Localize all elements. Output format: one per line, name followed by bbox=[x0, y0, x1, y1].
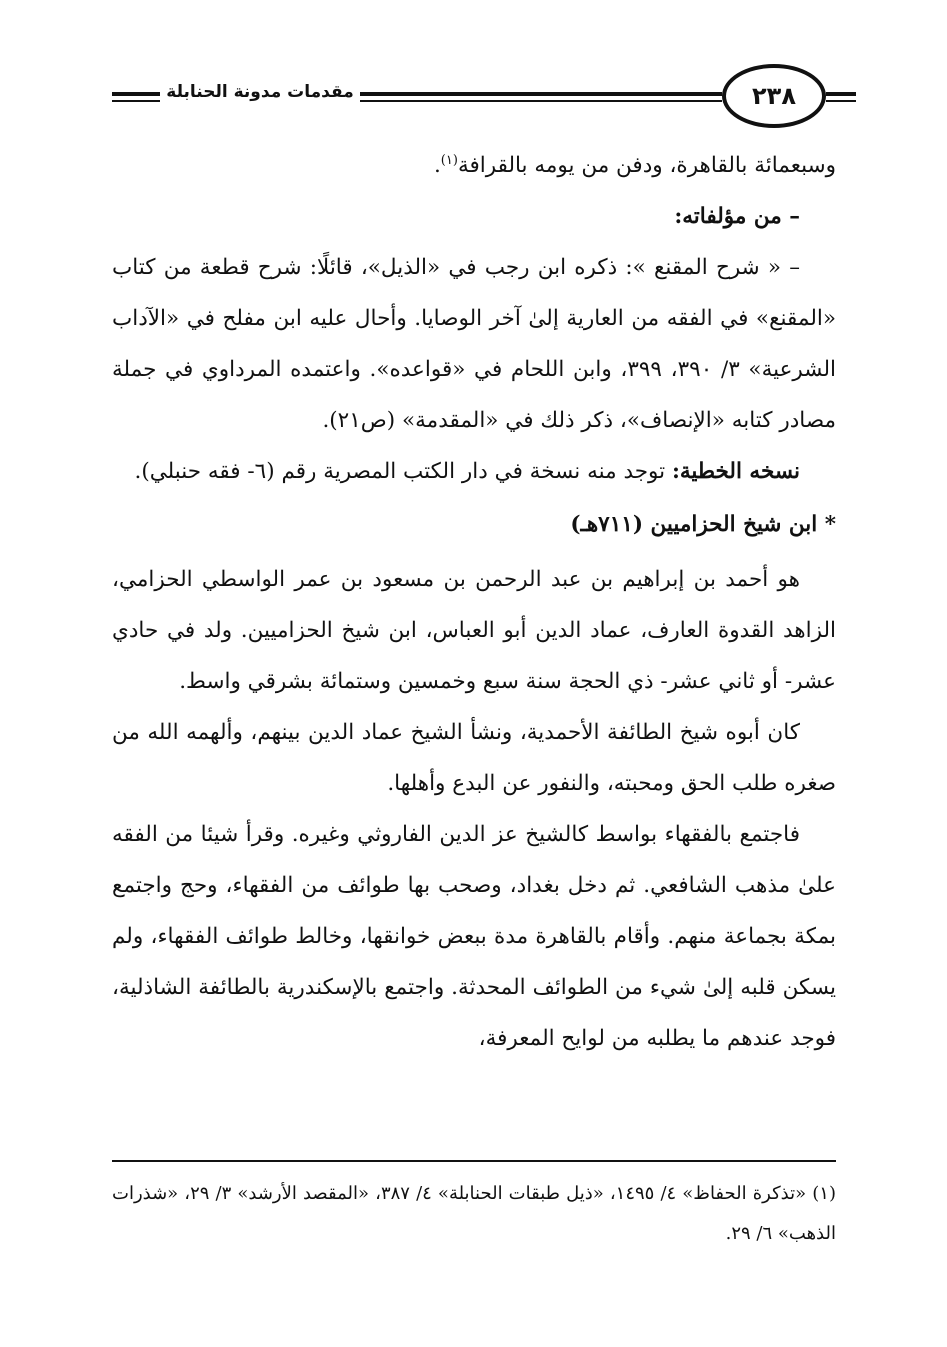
page-header bbox=[0, 0, 947, 140]
manuscripts-label: نسخه الخطية: bbox=[671, 459, 800, 484]
main-text bbox=[112, 140, 836, 1064]
page-number: ٢٣٨ bbox=[722, 64, 826, 128]
manuscripts-paragraph bbox=[112, 446, 836, 497]
biography-paragraph-1: هو أحمد بن إبراهيم بن عبد الرحمن بن مسعود بن عمر الواسطي الحزامي، الزاهد القدوة العارف، عماد الدين أبو العباس، ابن شيخ الحزاميين. ولد في حادي عشر- أو ثاني عشر- ذي الحجة سنة سبع وخمسين وستمائة بشرقي واسط. bbox=[112, 567, 836, 694]
biography-heading: * ابن شيخ الحزاميين (٧١١هـ) bbox=[570, 512, 836, 537]
works-heading: – من مؤلفاته: bbox=[674, 204, 800, 229]
work-entry: – « شرح المقنع »: ذكره ابن رجب في «الذيل»، قائلًا: شرح قطعة من كتاب «المقنع» في الفقه من العارية إلىٰ آخر الوصايا. وأحال عليه ابن مفلح في «الآداب الشرعية» ٣/ ٣٩٠، ٣٩٩، وابن اللحام في «قواعده». واعتمده المرداوي في جملة مصادر كتابه «الإنصاف»، ذكر ذلك في «المقدمة» (ص٢١). bbox=[112, 255, 836, 433]
footnote-1: (١) «تذكرة الحفاظ» ٤/ ١٤٩٥، «ذيل طبقات الحنابلة» ٤/ ٣٨٧، «المقصد الأرشد» ٣/ ٢٩، «شذرات الذهب» ٦/ ٢٩. bbox=[112, 1183, 836, 1244]
biography-paragraph-3: فاجتمع بالفقهاء بواسط كالشيخ عز الدين الفاروثي وغيره. وقرأ شيئا من الفقه علىٰ مذهب الشافعي. ثم دخل بغداد، وصحب بها طوائف من الفقهاء، وحج واجتمع بمكة بجماعة منهم. وأقام بالقاهرة مدة ببعض خوانقها، وخالط طوائف الفقهاء، ولم يسكن قلبه إلىٰ شيء من الطوائف المحدثة. واجتمع بالإسكندرية بالطائفة الشاذلية، فوجد عندهم ما يطلبه من لوايح المعرفة، bbox=[112, 822, 836, 1051]
biography-paragraph-2: كان أبوه شيخ الطائفة الأحمدية، ونشأ الشيخ عماد الدين بينهم، وألهمه الله من صغره طلب الحق ومحبته، والنفور عن البدع وأهلها. bbox=[112, 720, 836, 796]
footnote-separator bbox=[112, 1160, 836, 1162]
footnote-ref: (١) bbox=[440, 152, 458, 168]
paragraph-burial bbox=[112, 140, 836, 191]
paragraph-burial-end: . bbox=[433, 153, 441, 178]
paragraph-burial-text: وسبعمائة بالقاهرة، ودفن من يومه بالقرافة bbox=[457, 153, 836, 178]
header-rule-right-thin bbox=[826, 100, 856, 102]
running-title: مقدمات مدونة الحنابلة bbox=[160, 82, 360, 102]
manuscripts-text: توجد منه نسخة في دار الكتب المصرية رقم (٦- فقه حنبلي). bbox=[134, 459, 672, 484]
footnote-section bbox=[112, 1174, 836, 1254]
header-rule-right-thick bbox=[826, 92, 856, 96]
